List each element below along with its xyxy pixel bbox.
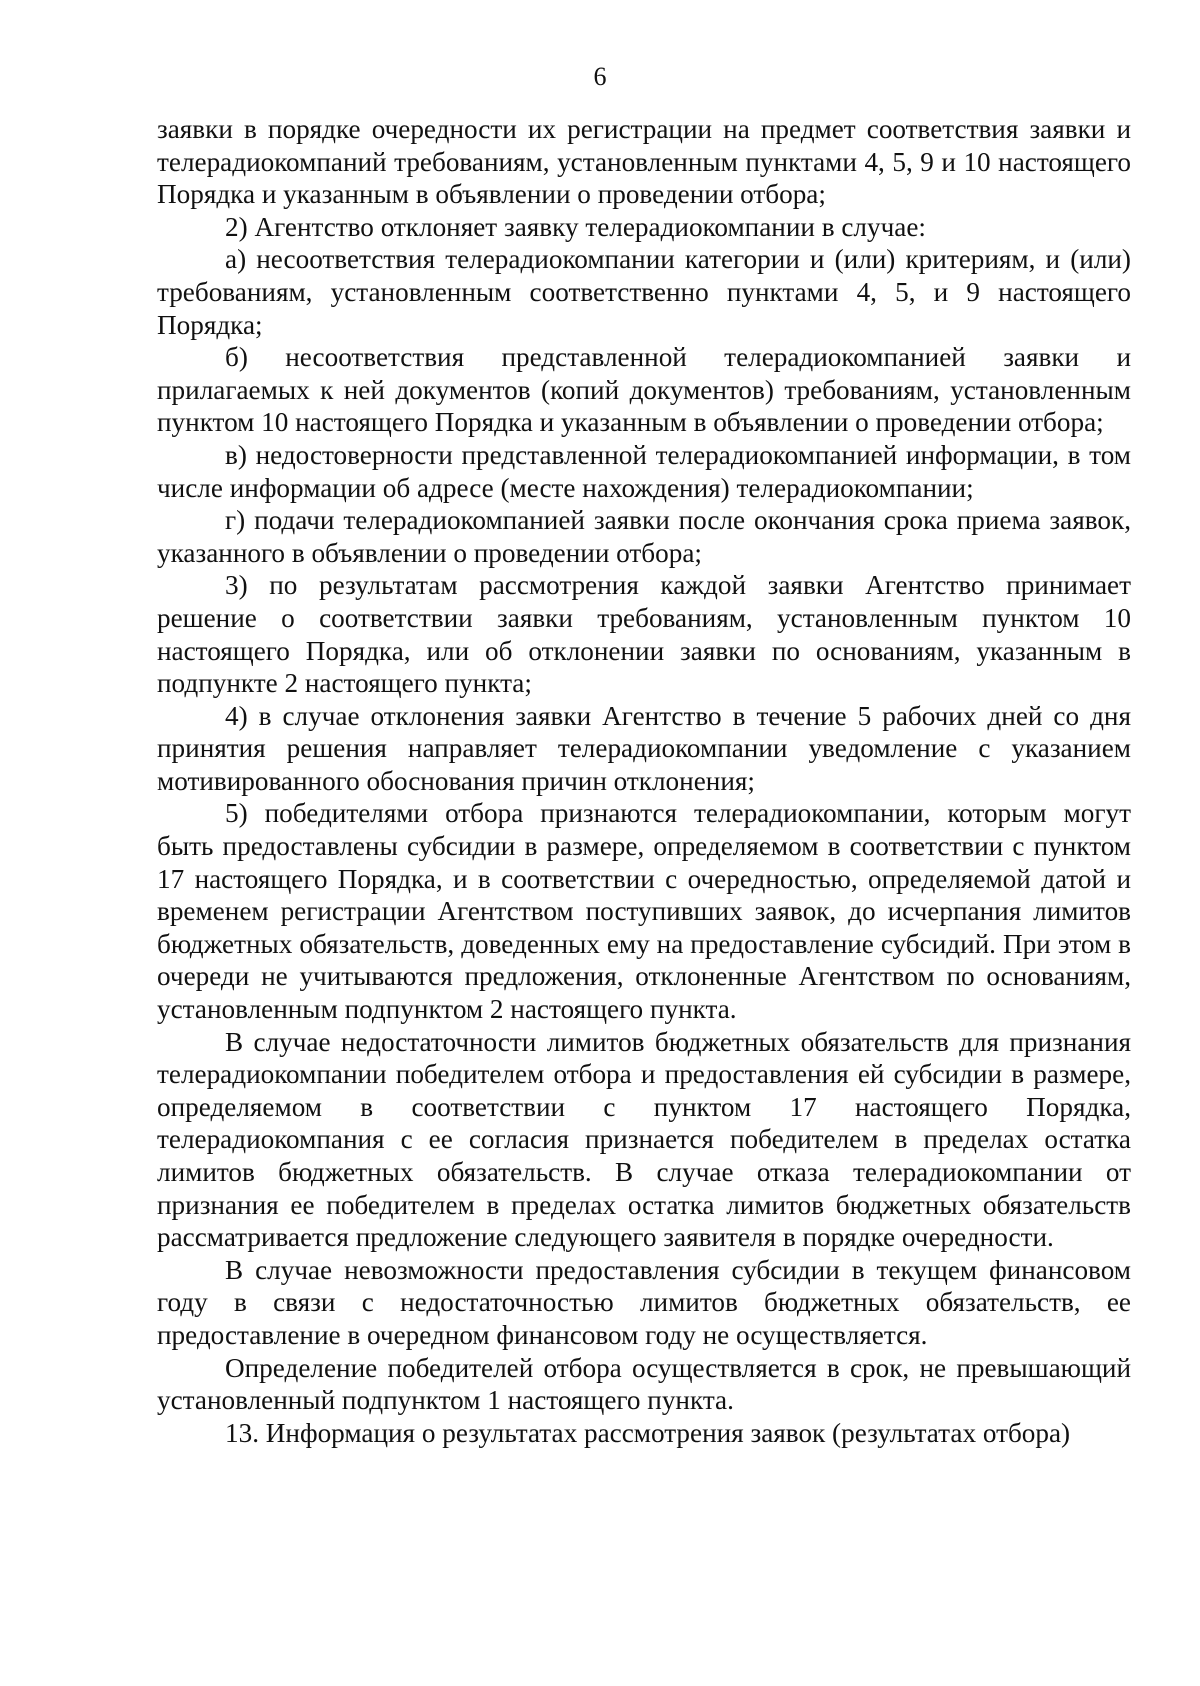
paragraph-impossibility: В случае невозможности предоставления субсидии в текущем финансовом году в связи с недостаточностью лимитов бюджетных обязательств, ее предоставление в очередном финансовом году не осуществляется. — [157, 1254, 1131, 1350]
paragraph-subitem-a: а) несоответствия телерадиокомпании категории и (или) критериям, и (или) требованиям, установленным соответственно пунктами 4, 5, и 9 настоящего Порядка; — [157, 244, 1131, 340]
paragraph-item-2: 2) Агентство отклоняет заявку телерадиокомпании в случае: — [225, 211, 926, 242]
paragraph-item-4: 4) в случае отклонения заявки Агентство в течение 5 рабочих дней со дня принятия решения направляет телерадиокомпании уведомление с указанием мотивированного обоснования причин отклонения; — [157, 700, 1131, 796]
document-body — [157, 113, 1131, 1449]
paragraph-item-13: 13. Информация о результатах рассмотрения заявок (результатах отбора) — [225, 1417, 1071, 1448]
paragraph-subitem-v: в) недостоверности представленной телерадиокомпанией информации, в том числе информации об адресе (месте нахождения) телерадиокомпании; — [157, 439, 1131, 503]
paragraph-continuation: заявки в порядке очередности их регистрации на предмет соответствия заявки и телерадиокомпаний требованиям, установленным пунктами 4, 5, 9 и 10 настоящего Порядка и указанным в объявлении о проведении отбора; — [157, 114, 1131, 210]
paragraph-insufficient-limits: В случае недостаточности лимитов бюджетных обязательств для признания телерадиокомпании победителем отбора и предоставления ей субсидии в размере, определяемом в соответствии с пунктом 17 настоящего Порядка, телерадиокомпания с ее согласия признается победителем в пределах остатка лимитов бюджетных обязательств. В случае отказа телерадиокомпании от признания ее победителем в пределах остатка лимитов бюджетных обязательств рассматривается предложение следующего заявителя в порядке очередности. — [157, 1026, 1131, 1253]
paragraph-subitem-g: г) подачи телерадиокомпанией заявки после окончания срока приема заявок, указанного в объявлении о проведении отбора; — [157, 505, 1131, 568]
paragraph-winners-determination: Определение победителей отбора осуществляется в срок, не превышающий установленный подпунктом 1 настоящего пункта. — [157, 1352, 1131, 1416]
page-number: 6 — [593, 62, 607, 91]
paragraph-item-3: 3) по результатам рассмотрения каждой заявки Агентство принимает решение о соответствии заявки требованиям, установленным пунктом 10 настоящего Порядка, или об отклонении заявки по основаниям, указанным в подпункте 2 настоящего пункта; — [157, 570, 1131, 699]
paragraph-subitem-b: б) несоответствия представленной телерадиокомпанией заявки и прилагаемых к ней документов (копий документов) требованиям, установленным пунктом 10 настоящего Порядка и указанным в объявлении о проведении отбора; — [157, 342, 1131, 438]
paragraph-item-5: 5) победителями отбора признаются телерадиокомпании, которым могут быть предоставлены субсидии в размере, определяемом в соответствии с пунктом 17 настоящего Порядка, и в соответствии с очередностью, определяемой датой и временем регистрации Агентством поступивших заявок, до исчерпания лимитов бюджетных обязательств, доведенных ему на предоставление субсидий. При этом в очереди не учитываются предложения, отклоненные Агентством по основаниям, установленным подпунктом 2 настоящего пункта. — [157, 798, 1131, 1025]
